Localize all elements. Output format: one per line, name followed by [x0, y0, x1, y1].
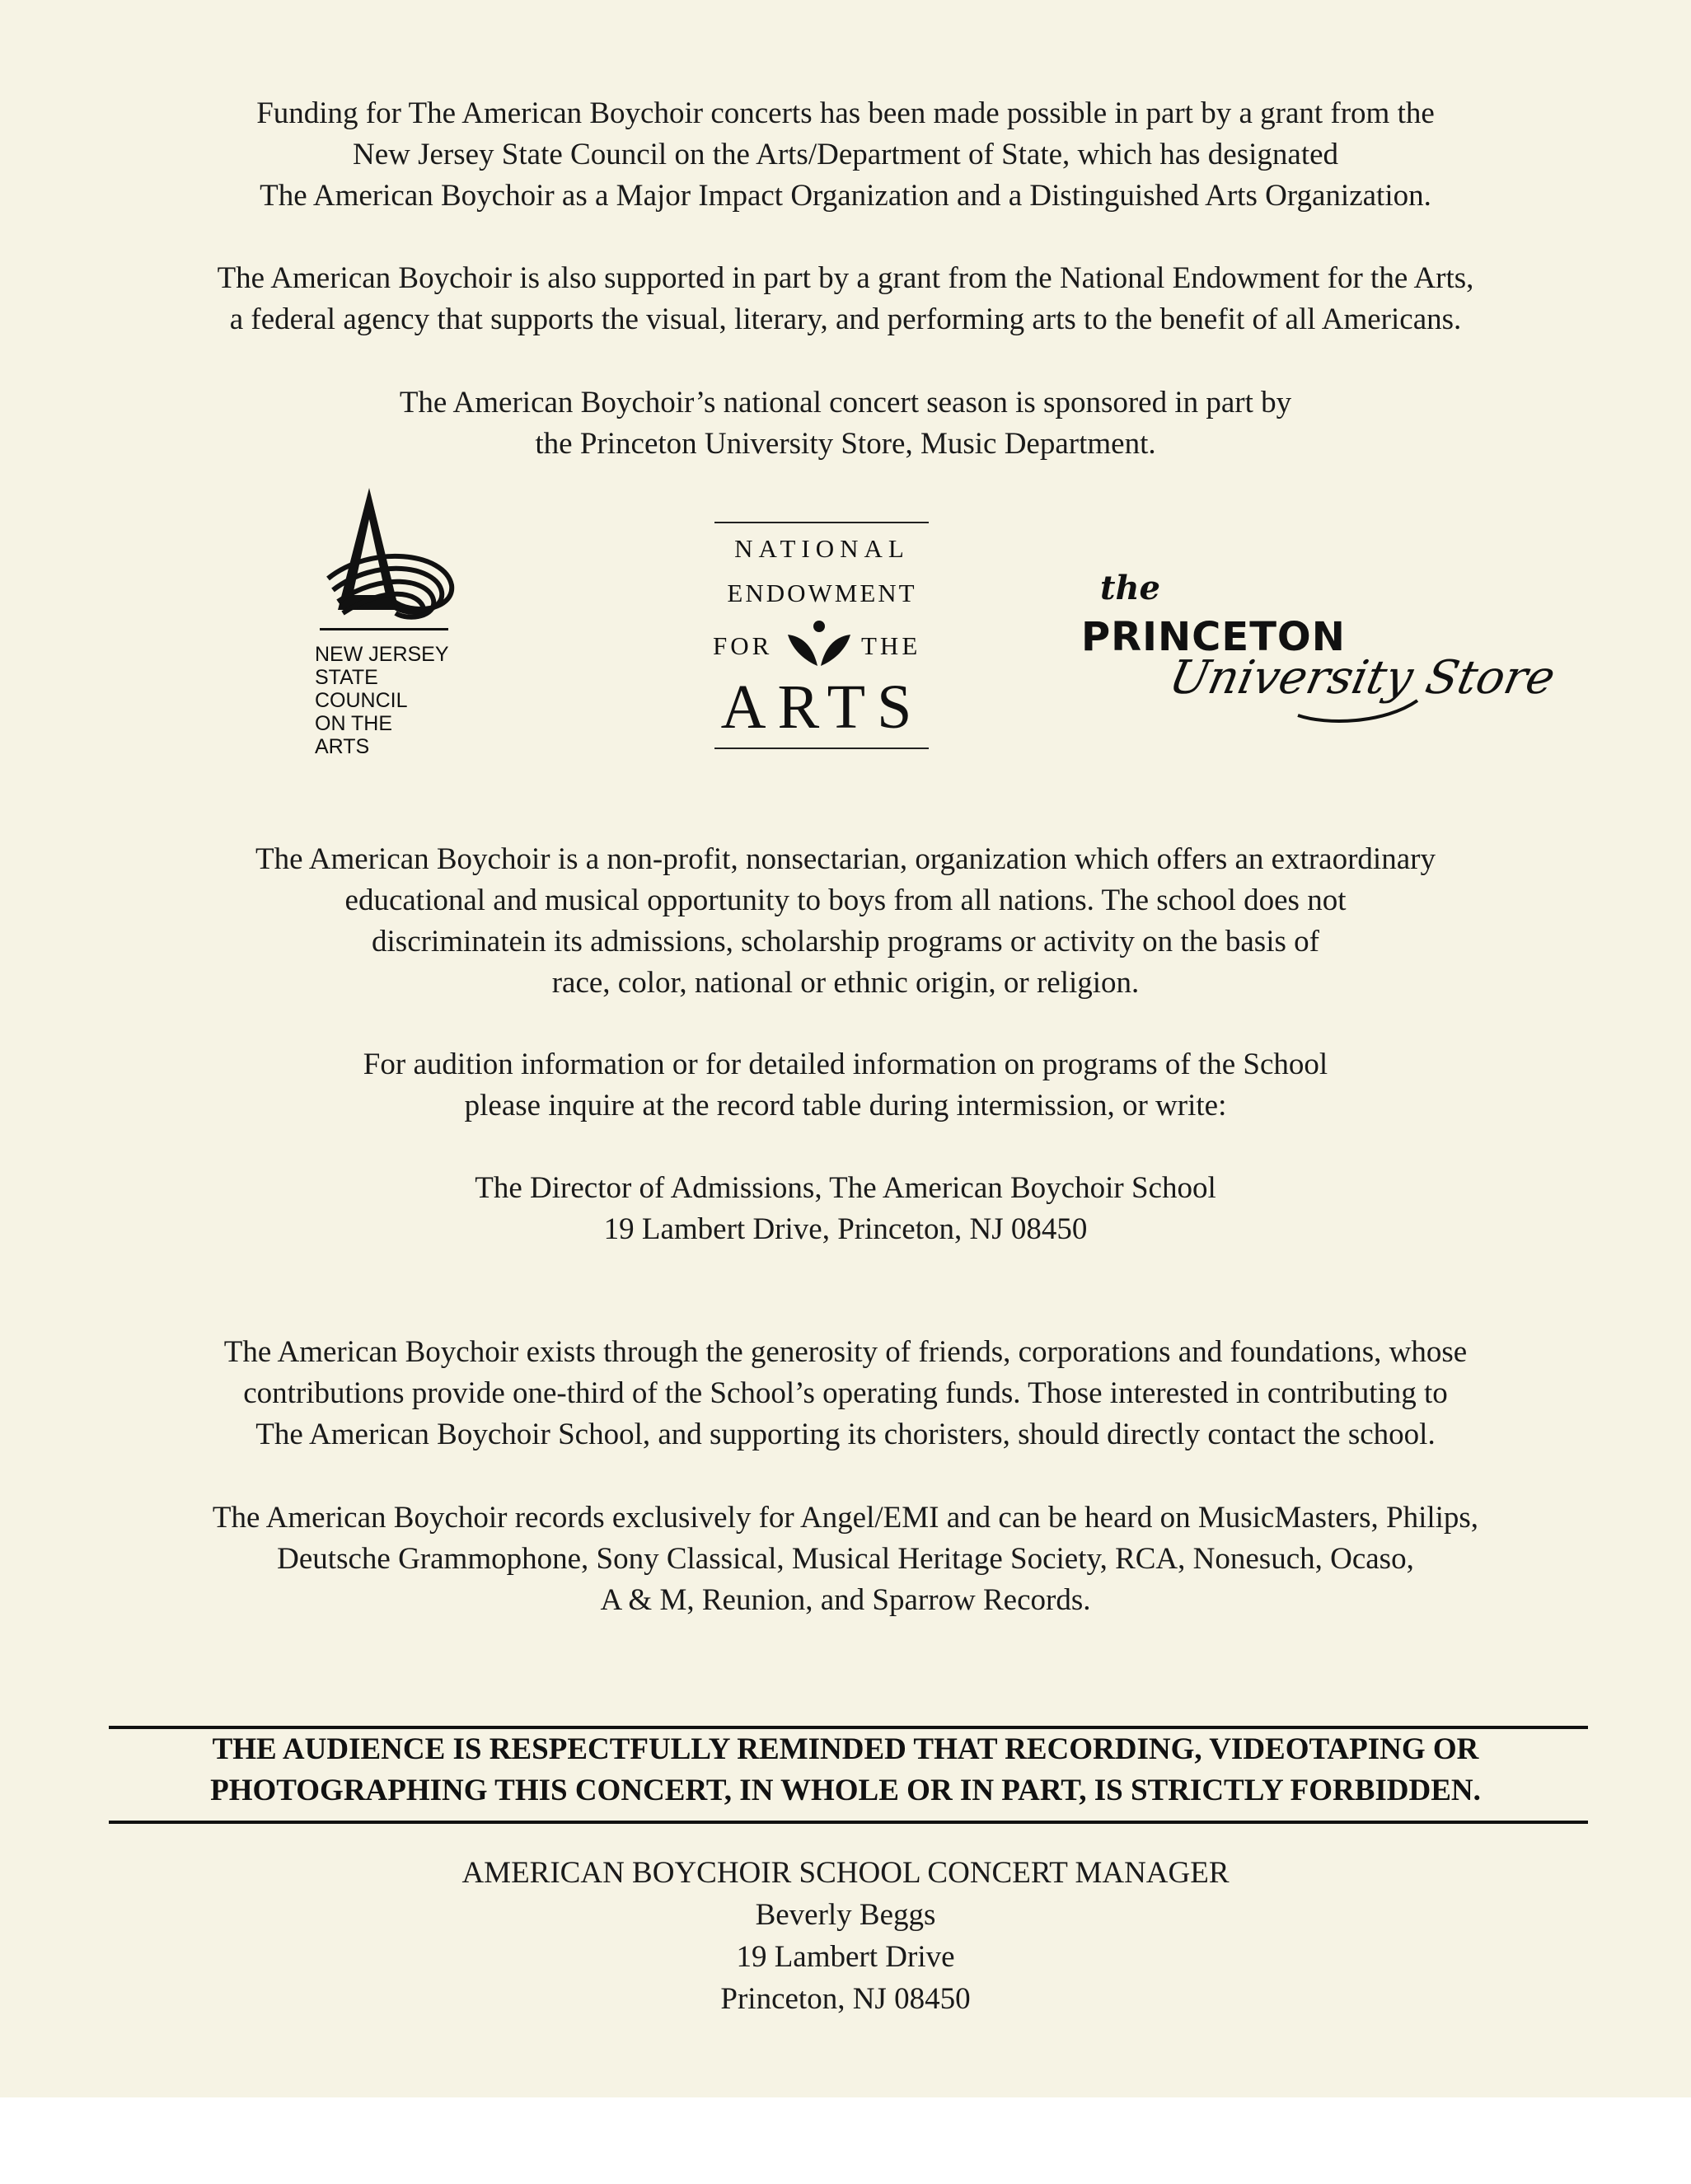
nonprofit-line: race, color, national or ethnic origin, or religion. [551, 966, 1140, 1000]
concert-manager-city: Princeton, NJ 08450 [720, 1982, 971, 2016]
princeton-store-swash-icon [1294, 692, 1426, 725]
records-line: Deutsche Grammophone, Sony Classical, Musical Heritage Society, RCA, Nonesuch, Ocaso, [277, 1542, 1414, 1576]
audition-line: For audition information or for detailed information on programs of the School [363, 1047, 1328, 1081]
records-paragraph [0, 1497, 1691, 1621]
audition-paragraph [0, 1044, 1691, 1127]
concert-manager-street: 19 Lambert Drive [736, 1940, 955, 1974]
generosity-line: The American Boychoir exists through the generosity of friends, corporations and foundations, whose [223, 1335, 1468, 1369]
nea-support-paragraph [0, 258, 1691, 340]
nea-emblem-icon [785, 620, 854, 668]
princeton-store-script: University Store [1164, 651, 1560, 705]
nj-council-logo-icon [313, 486, 461, 635]
funding-line: New Jersey State Council on the Arts/Department of State, which has designated [352, 138, 1339, 171]
nj-council-logo-line: STATE [315, 666, 378, 689]
concert-manager-name: Beverly Beggs [755, 1898, 936, 1932]
princeton-store-name: PRINCETON [1081, 614, 1346, 660]
nonprofit-line: educational and musical opportunity to boys from all nations. The school does not [344, 883, 1347, 917]
nj-council-logo-line: ON THE [315, 712, 392, 735]
nea-support-line: The American Boychoir is also supported in part by a grant from the National Endowment for the Arts, [217, 261, 1474, 295]
concert-manager-block [0, 1852, 1691, 2020]
concert-manager-title: AMERICAN BOYCHOIR SCHOOL CONCERT MANAGER [461, 1856, 1230, 1890]
nea-logo-national: NATIONAL [734, 534, 910, 563]
nj-council-logo-line: COUNCIL [315, 689, 408, 712]
notice-bottom-rule [109, 1821, 1588, 1824]
recording-notice-line: THE AUDIENCE IS RESPECTFULLY REMINDED THAT RECORDING, VIDEOTAPING OR [212, 1732, 1479, 1766]
funding-line: The American Boychoir as a Major Impact Organization and a Distinguished Arts Organization. [260, 179, 1431, 213]
nj-council-logo-line: ARTS [315, 735, 370, 758]
nea-logo-for: FOR [713, 631, 773, 660]
funding-line: Funding for The American Boychoir concerts has been made possible in part by a grant from the [256, 96, 1435, 130]
sponsor-line: the Princeton University Store, Music Department. [535, 427, 1156, 461]
funding-paragraph [0, 93, 1691, 217]
nea-logo-the: THE [861, 631, 921, 660]
generosity-line: contributions provide one-third of the School’s operating funds. Those interested in contributing to [243, 1376, 1448, 1410]
nj-council-logo-line: NEW JERSEY [315, 643, 449, 666]
audition-line: please inquire at the record table during intermission, or write: [464, 1089, 1227, 1122]
sponsor-line: The American Boychoir’s national concert season is sponsored in part by [399, 386, 1292, 419]
nea-logo-arts: ARTS [720, 673, 924, 742]
records-line: The American Boychoir records exclusively for Angel/EMI and can be heard on MusicMasters, Philips, [212, 1501, 1479, 1535]
nea-support-line: a federal agency that supports the visual, literary, and performing arts to the benefit of all Americans. [229, 302, 1462, 336]
generosity-line: The American Boychoir School, and supporting its choristers, should directly contact the school. [255, 1418, 1436, 1451]
records-line: A & M, Reunion, and Sparrow Records. [600, 1583, 1091, 1617]
sponsor-paragraph [0, 382, 1691, 465]
princeton-store-the: the [1100, 569, 1161, 607]
recording-notice [0, 1729, 1691, 1811]
nea-logo-top-rule [714, 522, 929, 523]
nonprofit-paragraph [0, 839, 1691, 1004]
generosity-paragraph [0, 1332, 1691, 1455]
admissions-address-line: The Director of Admissions, The American Boychoir School [475, 1171, 1216, 1205]
nea-logo-endowment: ENDOWMENT [727, 579, 917, 607]
recording-notice-line: PHOTOGRAPHING THIS CONCERT, IN WHOLE OR IN PART, IS STRICTLY FORBIDDEN. [210, 1774, 1481, 1807]
nea-logo-bottom-rule [714, 748, 929, 749]
nj-council-logo-text [315, 643, 449, 758]
nonprofit-line: The American Boychoir is a non-profit, nonsectarian, organization which offers an extraordinary [255, 842, 1436, 876]
nonprofit-line: discriminatein its admissions, scholarship programs or activity on the basis of [372, 925, 1319, 958]
admissions-address [0, 1168, 1691, 1250]
admissions-address-line: 19 Lambert Drive, Princeton, NJ 08450 [603, 1212, 1088, 1246]
